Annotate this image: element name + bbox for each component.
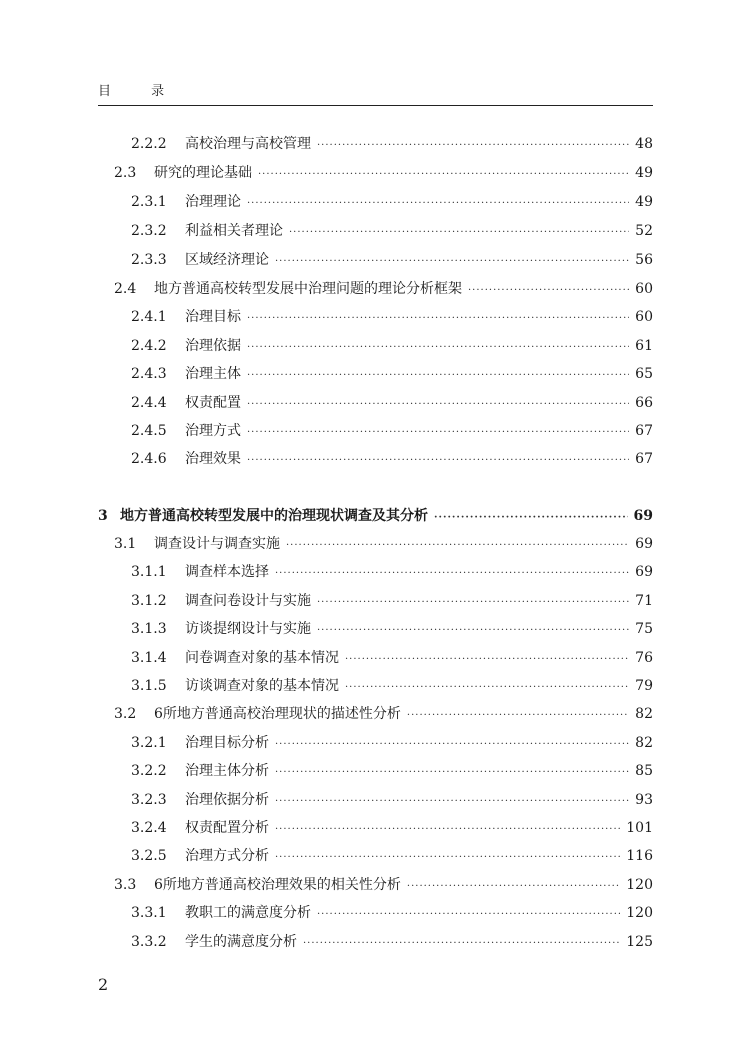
toc-entry-title: 治理依据分析 bbox=[185, 792, 269, 808]
toc-entry[interactable] bbox=[131, 133, 653, 155]
dot-leader bbox=[345, 677, 629, 699]
toc-entry-number: 2.4.2 bbox=[131, 338, 167, 354]
toc-entry[interactable] bbox=[114, 533, 653, 555]
toc-entry-title: 治理主体分析 bbox=[185, 763, 269, 779]
toc-entry[interactable] bbox=[131, 732, 653, 754]
toc-entry-page: 82 bbox=[635, 735, 653, 751]
toc-entry[interactable] bbox=[131, 931, 653, 953]
toc-entry[interactable] bbox=[131, 420, 653, 442]
toc-entry-number: 3.2.5 bbox=[131, 848, 167, 864]
toc-entry-page: 75 bbox=[635, 621, 653, 637]
toc-entry-title: 区域经济理论 bbox=[185, 252, 269, 268]
toc-entry[interactable] bbox=[131, 363, 653, 385]
dot-leader bbox=[317, 620, 629, 642]
toc-entry-page: 49 bbox=[635, 165, 653, 181]
toc-entry-title: 学生的满意度分析 bbox=[185, 934, 297, 950]
toc-entry-number: 2.4.3 bbox=[131, 366, 167, 382]
dot-leader bbox=[247, 394, 629, 416]
dot-leader bbox=[468, 280, 629, 302]
toc-entry-number: 2.4.4 bbox=[131, 395, 167, 411]
dot-leader bbox=[275, 819, 620, 841]
toc-entry-number: 3.3.1 bbox=[131, 905, 167, 921]
toc-entry-number: 2.3.1 bbox=[131, 194, 167, 210]
toc-entry-number: 2.3.3 bbox=[131, 252, 167, 268]
toc-entry[interactable] bbox=[131, 590, 653, 612]
toc-entry-number: 3.1.5 bbox=[131, 678, 167, 694]
toc-entry[interactable] bbox=[131, 647, 653, 669]
toc-entry-page: 66 bbox=[635, 395, 653, 411]
toc-entry-number: 3.2.4 bbox=[131, 820, 167, 836]
header-rule bbox=[98, 105, 653, 106]
toc-entry-title: 治理主体 bbox=[185, 366, 241, 382]
toc-entry-page: 116 bbox=[626, 848, 653, 864]
toc-entry-title: 地方普通高校转型发展中治理问题的理论分析框架 bbox=[154, 281, 462, 297]
dot-leader bbox=[275, 251, 629, 273]
dot-leader bbox=[247, 365, 629, 387]
dot-leader bbox=[247, 422, 629, 444]
toc-entry-title: 调查样本选择 bbox=[185, 564, 269, 580]
toc-entry-page: 60 bbox=[635, 281, 653, 297]
toc-entry-title: 治理效果 bbox=[185, 451, 241, 467]
toc-entry-page: 76 bbox=[635, 650, 653, 666]
dot-leader bbox=[258, 164, 629, 186]
toc-entry-number: 2.3.2 bbox=[131, 223, 167, 239]
toc-entry-number: 2.4.1 bbox=[131, 309, 167, 325]
toc-entry-number: 3.2.1 bbox=[131, 735, 167, 751]
dot-leader bbox=[286, 535, 629, 557]
toc-entry-page: 125 bbox=[626, 934, 653, 950]
toc-entry-page: 67 bbox=[635, 423, 653, 439]
toc-entry-title: 研究的理论基础 bbox=[154, 165, 252, 181]
toc-entry[interactable] bbox=[114, 703, 653, 725]
toc-entry-title: 地方普通高校转型发展中的治理现状调查及其分析 bbox=[120, 508, 428, 524]
toc-entry-title: 利益相关者理论 bbox=[185, 223, 283, 239]
toc-entry-title: 访谈提纲设计与实施 bbox=[185, 621, 311, 637]
dot-leader bbox=[247, 450, 629, 472]
dot-leader bbox=[275, 791, 629, 813]
toc-entry-number: 3.1.2 bbox=[131, 593, 167, 609]
toc-entry-page: 69 bbox=[633, 508, 653, 524]
toc-entry-title: 调查设计与调查实施 bbox=[154, 536, 280, 552]
toc-entry-page: 101 bbox=[626, 820, 653, 836]
dot-leader bbox=[247, 337, 629, 359]
toc-entry-page: 120 bbox=[626, 905, 653, 921]
toc-entry[interactable] bbox=[98, 505, 653, 527]
toc-entry[interactable] bbox=[131, 191, 653, 213]
toc-entry[interactable] bbox=[131, 448, 653, 470]
toc-entry-title: 6所地方普通高校治理效果的相关性分析 bbox=[154, 877, 401, 893]
toc-entry[interactable] bbox=[114, 278, 653, 300]
toc-entry-number: 2.3 bbox=[114, 165, 137, 181]
toc-entry-title: 治理方式分析 bbox=[185, 848, 269, 864]
toc-entry-page: 93 bbox=[635, 792, 653, 808]
toc-entry[interactable] bbox=[131, 249, 653, 271]
toc-entry[interactable] bbox=[131, 789, 653, 811]
dot-leader bbox=[303, 933, 620, 955]
toc-entry-number: 3.1.1 bbox=[131, 564, 167, 580]
toc-entry-page: 69 bbox=[635, 536, 653, 552]
toc-entry-page: 120 bbox=[626, 877, 653, 893]
toc-entry-title: 高校治理与高校管理 bbox=[185, 136, 311, 152]
toc-entry-page: 82 bbox=[635, 706, 653, 722]
toc-entry[interactable] bbox=[131, 392, 653, 414]
toc-entry-title: 教职工的满意度分析 bbox=[185, 905, 311, 921]
page-number: 2 bbox=[98, 975, 109, 994]
dot-leader bbox=[317, 592, 629, 614]
dot-leader bbox=[247, 308, 629, 330]
toc-entry-number: 2.4.5 bbox=[131, 423, 167, 439]
toc-entry-title: 调查问卷设计与实施 bbox=[185, 593, 311, 609]
toc-entry-page: 85 bbox=[635, 763, 653, 779]
toc-entry-number: 3.3 bbox=[114, 877, 137, 893]
toc-entry-number: 3.2 bbox=[114, 706, 137, 722]
toc-entry-number: 3.1.3 bbox=[131, 621, 167, 637]
dot-leader bbox=[275, 734, 629, 756]
toc-entry[interactable] bbox=[131, 618, 653, 640]
toc-entry[interactable] bbox=[131, 220, 653, 242]
dot-leader bbox=[345, 649, 629, 671]
dot-leader bbox=[275, 847, 620, 869]
toc-entry-page: 69 bbox=[635, 564, 653, 580]
toc-entry-title: 6所地方普通高校治理现状的描述性分析 bbox=[154, 706, 401, 722]
toc-entry-page: 61 bbox=[635, 338, 653, 354]
toc-entry-title: 权责配置 bbox=[185, 395, 241, 411]
toc-entry-number: 3.1.4 bbox=[131, 650, 167, 666]
toc-entry-title: 权责配置分析 bbox=[185, 820, 269, 836]
toc-entry-title: 问卷调查对象的基本情况 bbox=[185, 650, 339, 666]
dot-leader bbox=[289, 222, 629, 244]
dot-leader bbox=[317, 135, 629, 157]
dot-leader bbox=[247, 193, 629, 215]
toc-entry-title: 访谈调查对象的基本情况 bbox=[185, 678, 339, 694]
toc-entry[interactable] bbox=[131, 817, 653, 839]
toc-entry-number: 2.4 bbox=[114, 281, 137, 297]
dot-leader bbox=[275, 762, 629, 784]
toc-entry[interactable] bbox=[131, 561, 653, 583]
running-header: 目 录 bbox=[98, 84, 183, 99]
toc-entry[interactable] bbox=[131, 902, 653, 924]
toc-entry-title: 治理依据 bbox=[185, 338, 241, 354]
toc-entry-page: 49 bbox=[635, 194, 653, 210]
toc-entry-title: 治理目标 bbox=[185, 309, 241, 325]
toc-entry-page: 65 bbox=[635, 366, 653, 382]
toc-entry-page: 48 bbox=[635, 136, 653, 152]
toc-entry-page: 60 bbox=[635, 309, 653, 325]
toc-entry[interactable] bbox=[131, 306, 653, 328]
toc-entry-page: 56 bbox=[635, 252, 653, 268]
dot-leader bbox=[407, 876, 620, 898]
toc-entry-number: 3.3.2 bbox=[131, 934, 167, 950]
toc-entry-page: 67 bbox=[635, 451, 653, 467]
toc-entry-number: 3.2.3 bbox=[131, 792, 167, 808]
dot-leader bbox=[434, 507, 628, 529]
toc-entry[interactable] bbox=[131, 845, 653, 867]
toc-entry[interactable] bbox=[131, 675, 653, 697]
toc-entry[interactable] bbox=[131, 760, 653, 782]
dot-leader bbox=[275, 563, 629, 585]
toc-entry-title: 治理理论 bbox=[185, 194, 241, 210]
toc-entry-number: 2.4.6 bbox=[131, 451, 167, 467]
toc-entry-number: 3.2.2 bbox=[131, 763, 167, 779]
toc-entry-title: 治理目标分析 bbox=[185, 735, 269, 751]
toc-entry-title: 治理方式 bbox=[185, 423, 241, 439]
dot-leader bbox=[407, 705, 629, 727]
toc-entry[interactable] bbox=[114, 162, 653, 184]
toc-entry-number: 3 bbox=[98, 508, 108, 524]
toc-entry[interactable] bbox=[114, 874, 653, 896]
toc-entry[interactable] bbox=[131, 335, 653, 357]
toc-entry-page: 79 bbox=[635, 678, 653, 694]
toc-entry-number: 2.2.2 bbox=[131, 136, 167, 152]
toc-entry-page: 52 bbox=[635, 223, 653, 239]
toc-entry-number: 3.1 bbox=[114, 536, 137, 552]
dot-leader bbox=[317, 904, 620, 926]
toc-entry-page: 71 bbox=[635, 593, 653, 609]
